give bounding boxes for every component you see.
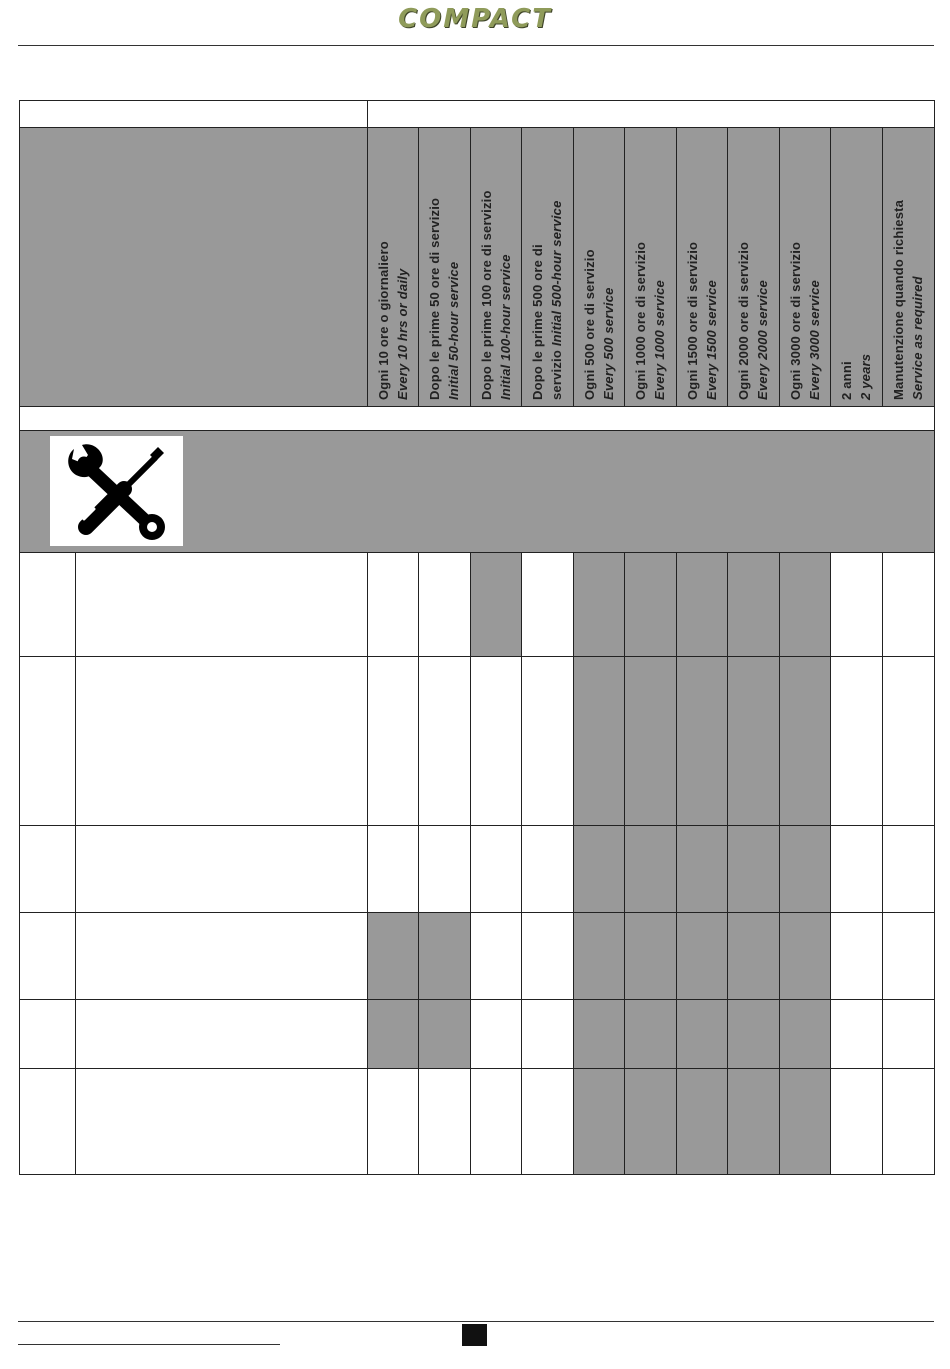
interval-header-8 [780, 128, 831, 407]
marked-interval-cell [368, 913, 419, 1000]
interval-label-en: Service as required [910, 276, 925, 400]
marked-interval-cell [780, 553, 831, 657]
header-rule [18, 45, 934, 46]
marked-interval-cell [574, 553, 625, 657]
empty-interval-cell [883, 553, 935, 657]
marked-interval-cell [780, 1069, 831, 1175]
interval-header-10 [883, 128, 935, 407]
interval-label-it: Ogni 2000 ore di servizio [736, 241, 751, 400]
interval-label-en: Every 500 service [601, 287, 616, 400]
interval-header-1 [419, 128, 471, 407]
marked-interval-cell [625, 913, 677, 1000]
schedule-row [20, 913, 935, 1000]
footer-rule [18, 1344, 280, 1345]
marked-interval-cell [471, 553, 522, 657]
empty-interval-cell [831, 1000, 883, 1069]
top-left-cell [20, 101, 368, 128]
interval-header-5 [625, 128, 677, 407]
interval-header-4 [574, 128, 625, 407]
marked-interval-cell [728, 553, 780, 657]
interval-label-en: Every 1500 service [704, 280, 719, 400]
schedule-row [20, 1000, 935, 1069]
interval-label-en: Initial 500-hour service [549, 200, 564, 347]
empty-interval-cell [883, 826, 935, 913]
spacer-cell [20, 407, 935, 431]
empty-interval-cell [522, 913, 574, 1000]
marked-interval-cell [780, 826, 831, 913]
empty-interval-cell [471, 1069, 522, 1175]
empty-interval-cell [368, 1069, 419, 1175]
empty-interval-cell [883, 1000, 935, 1069]
empty-interval-cell [831, 826, 883, 913]
empty-interval-cell [522, 826, 574, 913]
interval-header-0 [368, 128, 419, 407]
table-top-row [20, 101, 935, 128]
maintenance-schedule-table [19, 100, 935, 1175]
row-description-cell [76, 1069, 368, 1175]
row-number-cell [20, 826, 76, 913]
marked-interval-cell [574, 913, 625, 1000]
marked-interval-cell [625, 1069, 677, 1175]
interval-label-en: Every 3000 service [807, 280, 822, 400]
row-description-cell [76, 1000, 368, 1069]
interval-label-it: Ogni 500 ore di servizio [582, 249, 597, 400]
wrench-screwdriver-icon [50, 436, 183, 546]
marked-interval-cell [625, 553, 677, 657]
marked-interval-cell [677, 1069, 728, 1175]
empty-interval-cell [522, 657, 574, 826]
empty-interval-cell [883, 1069, 935, 1175]
marked-interval-cell [574, 1000, 625, 1069]
marked-interval-cell [677, 1000, 728, 1069]
top-right-cell [368, 101, 935, 128]
interval-label-it: Ogni 1000 ore di servizio [633, 241, 648, 400]
row-description-cell [76, 826, 368, 913]
interval-header-7 [728, 128, 780, 407]
row-description-cell [76, 657, 368, 826]
marked-interval-cell [780, 913, 831, 1000]
interval-label-en: Initial 100-hour service [498, 254, 513, 400]
interval-label-en: Initial 50-hour service [446, 261, 461, 400]
page-marker [462, 1324, 487, 1346]
schedule-row [20, 657, 935, 826]
footer-top-rule [18, 1321, 934, 1322]
empty-interval-cell [419, 826, 471, 913]
interval-label-it: Dopo le prime 100 ore di servizio [479, 190, 494, 400]
empty-interval-cell [471, 1000, 522, 1069]
interval-label-it-cont: servizio [549, 349, 564, 400]
empty-interval-cell [419, 657, 471, 826]
marked-interval-cell [728, 1000, 780, 1069]
interval-label-en: Every 1000 service [652, 280, 667, 400]
schedule-row [20, 1069, 935, 1175]
interval-header-row [20, 128, 935, 407]
interval-label-it: Dopo le prime 50 ore di servizio [427, 197, 442, 400]
empty-interval-cell [522, 1000, 574, 1069]
marked-interval-cell [677, 913, 728, 1000]
empty-interval-cell [831, 657, 883, 826]
interval-header-2 [471, 128, 522, 407]
empty-interval-cell [522, 1069, 574, 1175]
interval-label-en: 2 years [858, 353, 873, 400]
marked-interval-cell [625, 826, 677, 913]
schedule-row [20, 553, 935, 657]
interval-header-3 [522, 128, 574, 407]
marked-interval-cell [780, 1000, 831, 1069]
interval-label-it: Dopo le prime 500 ore di [530, 244, 545, 400]
row-description-cell [76, 553, 368, 657]
marked-interval-cell [780, 657, 831, 826]
interval-label-it: Ogni 3000 ore di servizio [788, 241, 803, 400]
row-description-cell [76, 913, 368, 1000]
section-cell [20, 431, 935, 553]
empty-interval-cell [831, 553, 883, 657]
interval-label-it: Manutenzione quando richiesta [891, 199, 906, 400]
marked-interval-cell [728, 657, 780, 826]
empty-interval-cell [522, 553, 574, 657]
row-number-cell [20, 553, 76, 657]
marked-interval-cell [419, 1000, 471, 1069]
marked-interval-cell [419, 913, 471, 1000]
row-number-cell [20, 913, 76, 1000]
marked-interval-cell [677, 553, 728, 657]
row-number-cell [20, 1069, 76, 1175]
marked-interval-cell [677, 657, 728, 826]
spacer-row [20, 407, 935, 431]
empty-interval-cell [419, 553, 471, 657]
interval-label-it: Ogni 10 ore o giornaliero [376, 241, 391, 400]
marked-interval-cell [677, 826, 728, 913]
marked-interval-cell [728, 1069, 780, 1175]
interval-label-en: Every 2000 service [755, 280, 770, 400]
interval-header-6 [677, 128, 728, 407]
empty-interval-cell [883, 657, 935, 826]
interval-label-it: Ogni 1500 ore di servizio [685, 241, 700, 400]
marked-interval-cell [368, 1000, 419, 1069]
interval-label-it: 2 anni [839, 361, 854, 400]
empty-interval-cell [471, 826, 522, 913]
operation-header-cell [20, 128, 368, 407]
marked-interval-cell [625, 1000, 677, 1069]
empty-interval-cell [883, 913, 935, 1000]
empty-interval-cell [419, 1069, 471, 1175]
compact-logo: COMPACT [398, 4, 552, 34]
schedule-row [20, 826, 935, 913]
empty-interval-cell [831, 913, 883, 1000]
empty-interval-cell [368, 553, 419, 657]
empty-interval-cell [368, 657, 419, 826]
marked-interval-cell [574, 826, 625, 913]
empty-interval-cell [368, 826, 419, 913]
marked-interval-cell [574, 1069, 625, 1175]
empty-interval-cell [471, 913, 522, 1000]
marked-interval-cell [574, 657, 625, 826]
section-row [20, 431, 935, 553]
marked-interval-cell [625, 657, 677, 826]
row-number-cell [20, 1000, 76, 1069]
interval-header-9 [831, 128, 883, 407]
empty-interval-cell [471, 657, 522, 826]
interval-label-en: Every 10 hrs or daily [395, 268, 410, 400]
row-number-cell [20, 657, 76, 826]
marked-interval-cell [728, 913, 780, 1000]
empty-interval-cell [831, 1069, 883, 1175]
marked-interval-cell [728, 826, 780, 913]
